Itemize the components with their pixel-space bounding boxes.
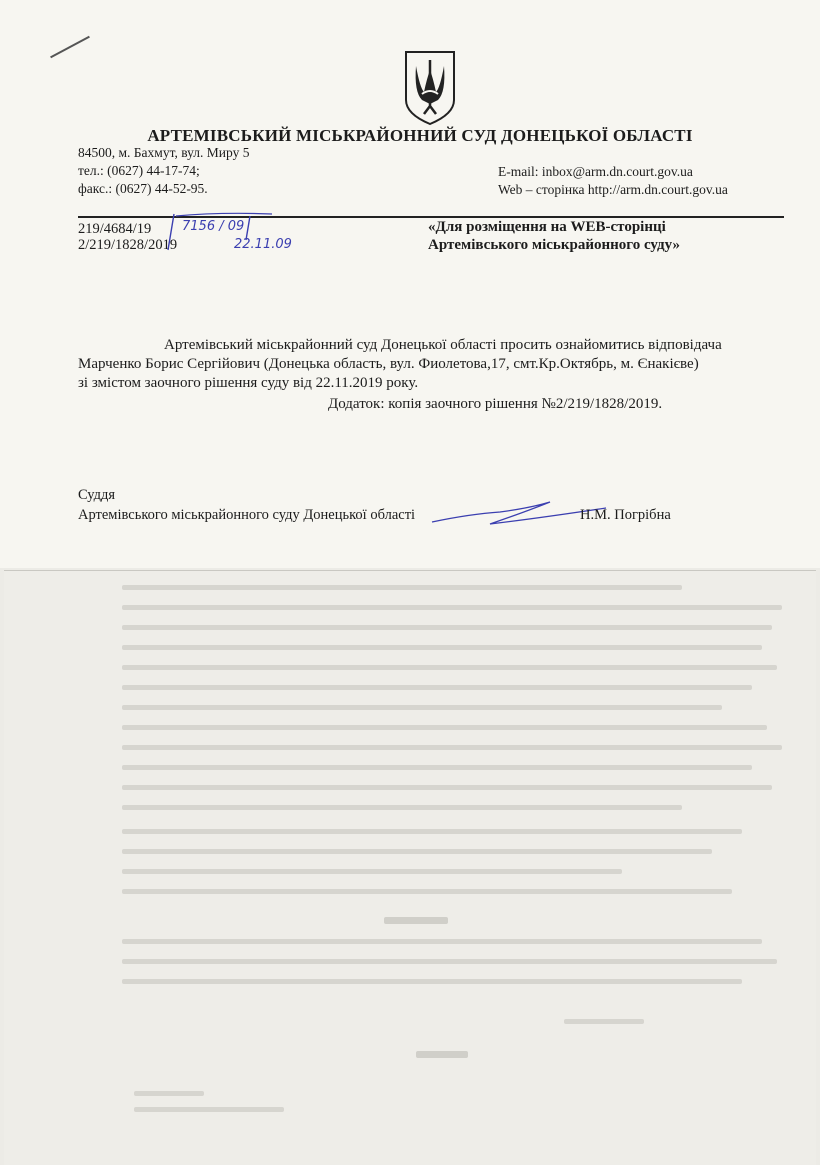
faded-text-line [122, 605, 782, 610]
court-website: Web – сторінка http://arm.dn.court.gov.ua [498, 182, 728, 197]
judge-title: Суддя [78, 487, 116, 503]
faded-text-line [122, 685, 752, 690]
handwritten-number: 7156 / 09 [182, 219, 245, 234]
faded-heading [416, 1051, 468, 1058]
staple-mark [50, 36, 90, 58]
faded-text-line [122, 785, 772, 790]
court-title: АРТЕМІВСЬКИЙ МІСЬКРАЙОННИЙ СУД ДОНЕЦЬКОЇ ОБЛАСТІ [147, 126, 693, 145]
registry-number-2: 2/219/1828/2019 [78, 237, 178, 253]
faded-text-line [134, 1107, 284, 1112]
underlying-page-bleedthrough [4, 570, 816, 1165]
court-email: E-mail: inbox@arm.dn.court.gov.ua [498, 164, 693, 179]
faded-text-line [122, 979, 742, 984]
faded-text-line [122, 959, 777, 964]
faded-text-line [122, 745, 782, 750]
appendix-line: Додаток: копія заочного рішення №2/219/1828/2019. [328, 396, 663, 412]
registry-number-1: 219/4684/19 [78, 221, 152, 237]
faded-text-line [122, 585, 682, 590]
trident-emblem-icon [400, 48, 460, 126]
faded-text-line [122, 765, 752, 770]
court-address: 84500, м. Бахмут, вул. Миру 5 [78, 145, 250, 160]
faded-heading [384, 917, 448, 924]
publication-note-line-2: Артемівського міськрайонного суду» [428, 237, 680, 253]
handwritten-registration [160, 210, 320, 254]
handwritten-date: 22.11.09 [234, 237, 292, 252]
judge-court: Артемівського міськрайонного суду Донецької області [78, 507, 416, 523]
faded-text-line [122, 645, 762, 650]
letter-body [78, 336, 784, 393]
body-line-1: Артемівський міськрайонний суд Донецької області просить ознайомитись відповідача [164, 337, 722, 353]
faded-text-line [122, 849, 712, 854]
publication-note-line-1: «Для розміщення на WEB-сторінці [428, 219, 666, 235]
letter-page [0, 0, 820, 568]
faded-text-line [122, 705, 722, 710]
court-phone: тел.: (0627) 44-17-74; [78, 163, 200, 178]
faded-text-line [122, 939, 762, 944]
faded-text-line [122, 829, 742, 834]
faded-text-line [122, 665, 777, 670]
faded-text-line [134, 1091, 204, 1096]
body-line-2: Марченко Борис Сергійович (Донецька область, вул. Фиолетова,17, смт.Кр.Октябрь, м. Єнакієве) [78, 356, 699, 372]
faded-text-line [122, 725, 767, 730]
faded-text-line [564, 1019, 644, 1024]
body-line-3: зі змістом заочного рішення суду від 22.11.2019 року. [78, 375, 419, 391]
faded-text-line [122, 869, 622, 874]
judge-name: Н.М. Погрібна [580, 507, 671, 523]
court-fax: факс.: (0627) 44-52-95. [78, 181, 208, 196]
faded-text-line [122, 889, 732, 894]
faded-text-line [122, 805, 682, 810]
faded-text-line [122, 625, 772, 630]
